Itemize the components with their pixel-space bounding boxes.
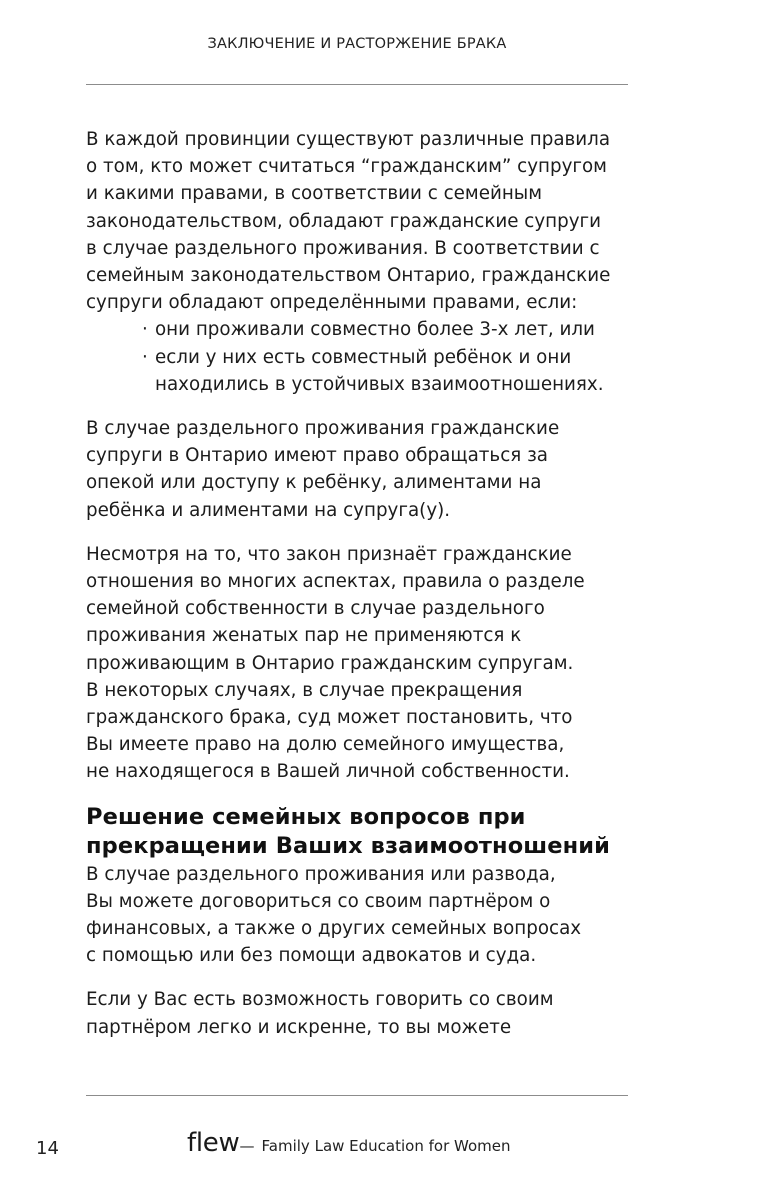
bullet-dot: ·: [142, 319, 148, 341]
text-line: финансовых, а также о других семейных вопросах: [86, 918, 582, 940]
text-line: семейным законодательством Онтарио, гражданские: [86, 265, 611, 287]
brand-tagline: Family Law Education for Women: [261, 1137, 511, 1155]
page-number: 14: [36, 1138, 59, 1159]
footer-divider: [86, 1095, 628, 1096]
text-line: о том, кто может считаться “гражданским” супругом: [86, 156, 607, 178]
flew-logo: flew: [187, 1128, 240, 1158]
paragraph-open-communication: [86, 986, 646, 1040]
text-line: Если у Вас есть возможность говорить со своим: [86, 989, 554, 1011]
text-line: В случае раздельного проживания или развода,: [86, 863, 556, 885]
text-line: в случае раздельного проживания. В соответствии с: [86, 237, 600, 259]
text-line: с помощью или без помощи адвокатов и суда.: [86, 945, 537, 967]
list-item-text: они проживали совместно более 3-х лет, или: [155, 319, 595, 341]
footer-brand: [187, 1128, 510, 1158]
text-line: проживания женатых пар не применяются к: [86, 625, 522, 647]
bullet-dot: ·: [142, 346, 148, 368]
text-line: Несмотря на то, что закон признаёт гражданские: [86, 543, 572, 565]
text-line: Вы можете договориться со своим партнёром о: [86, 890, 551, 912]
text-line: ребёнка и алиментами на супруга(у).: [86, 499, 451, 521]
list-item: [86, 344, 646, 398]
text-line: супруги в Онтарио имеют право обращаться за: [86, 445, 548, 467]
paragraph-custody-support: [86, 415, 646, 524]
paragraph-common-law-rules: [86, 126, 646, 316]
text-line: гражданского брака, суд может постановить, что: [86, 707, 573, 729]
list-item-text: если у них есть совместный ребёнок и они: [155, 346, 572, 368]
header-divider: [86, 84, 628, 85]
text-line: отношения во многих аспектах, правила о разделе: [86, 571, 585, 593]
text-line: законодательством, обладают гражданские супруги: [86, 210, 602, 232]
text-line: и какими правами, в соответствии с семейным: [86, 183, 543, 205]
paragraph-property-rules: [86, 541, 646, 786]
brand-dash: —: [239, 1137, 255, 1155]
running-header: ЗАКЛЮЧЕНИЕ И РАСТОРЖЕНИЕ БРАКА: [207, 36, 507, 52]
text-line: не находящегося в Вашей личной собственности.: [86, 761, 570, 783]
text-line: В каждой провинции существуют различные правила: [86, 129, 611, 150]
text-line: Вы имеете право на долю семейного имущества,: [86, 734, 565, 756]
section-heading: [86, 803, 646, 861]
text-line: семейной собственности в случае раздельного: [86, 598, 545, 620]
page-footer: [0, 1128, 768, 1168]
text-line: опекой или доступу к ребёнку, алиментами на: [86, 472, 542, 494]
list-item: [86, 316, 646, 343]
text-line: партнёром легко и искренне, то вы можете: [86, 1016, 512, 1038]
text-line: проживающим в Онтарио гражданским супругам.: [86, 652, 574, 674]
text-line: В некоторых случаях, в случае прекращения: [86, 679, 523, 701]
page-body: [86, 126, 646, 1041]
conditions-list: [86, 316, 646, 398]
paragraph-agreement-options: [86, 861, 646, 970]
heading-line: прекращении Ваших взаимоотношений: [86, 832, 610, 859]
text-line: В случае раздельного проживания гражданские: [86, 418, 560, 440]
list-item-text: находились в устойчивых взаимоотношениях.: [155, 373, 604, 395]
text-line: супруги обладают определёнными правами, если:: [86, 292, 578, 314]
heading-line: Решение семейных вопросов при: [86, 803, 526, 830]
